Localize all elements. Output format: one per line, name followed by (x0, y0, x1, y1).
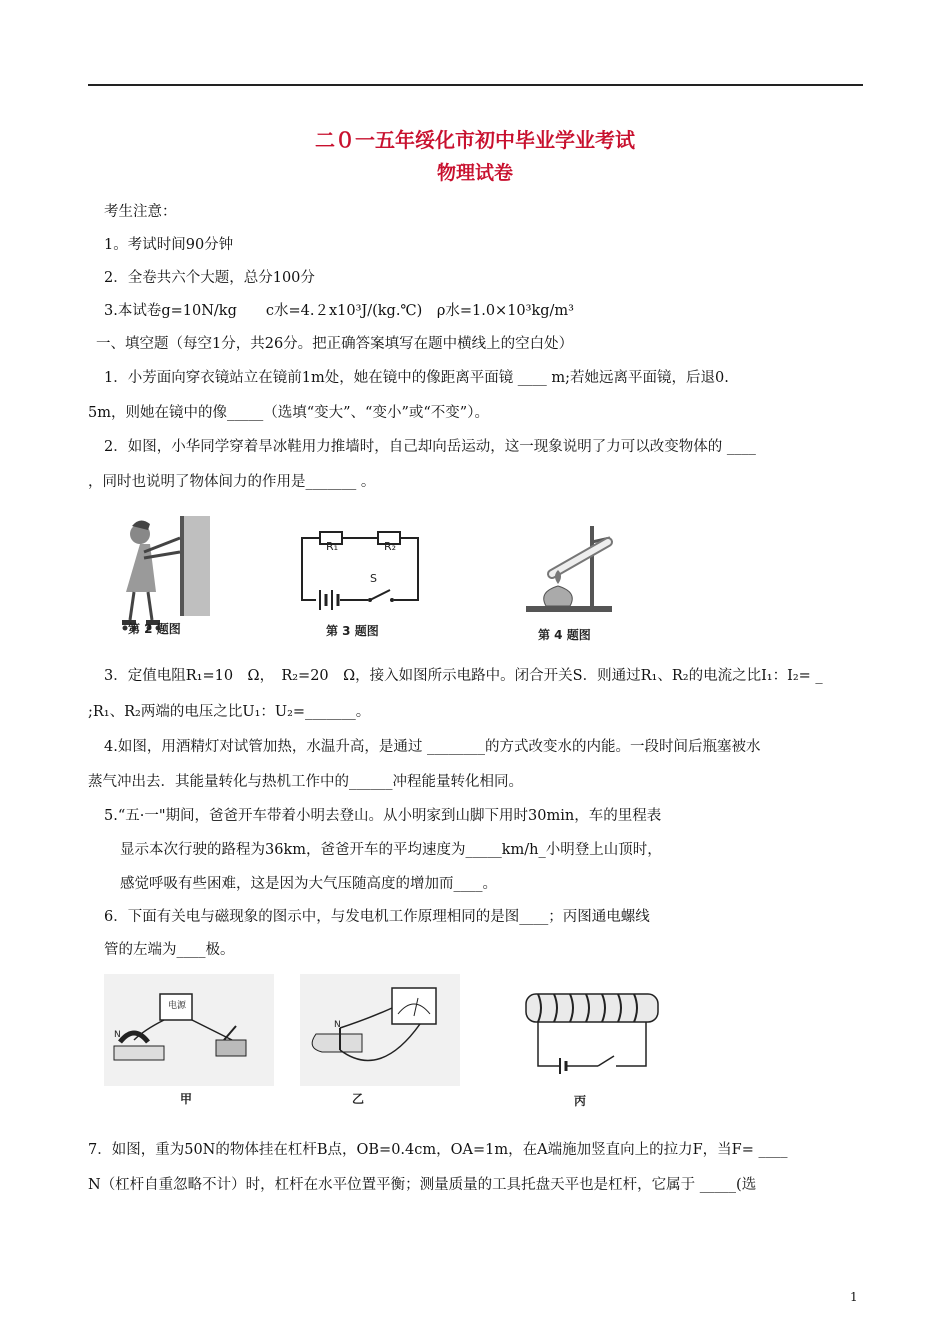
north-pole-label-2: N (334, 1020, 341, 1030)
power-label: 电源 (168, 1001, 187, 1011)
question-6-line-2: 管的左端为____极。 (104, 942, 235, 958)
question-5-line-3: 感觉呼吸有些困难，这是因为大气压随高度的增加而____。 (120, 876, 497, 892)
question-2-line-1: 2．如图，小华同学穿着旱冰鞋用力推墙时，自己却向岳运动，这一现象说明了力可以改变物体的 ____ (104, 439, 756, 455)
question-3-line-2: ;R₁、R₂两端的电压之比U₁：U₂=_______。 (88, 704, 371, 720)
figure-6-yi (300, 974, 460, 1106)
figure-6-jia-caption: 甲 (180, 1092, 193, 1106)
switch-label: S (370, 572, 377, 585)
figure-6-bing (518, 986, 668, 1108)
figure-2-girl-pushing-wall (110, 508, 220, 648)
figure-4-caption: 第 4 题图 (538, 628, 591, 642)
series-circuit-icon (296, 520, 426, 610)
header-rule (88, 84, 863, 86)
solenoid-icon (518, 986, 668, 1086)
question-6-line-1: 6．下面有关电与磁现象的图示中，与发电机工作原理相同的是图____；丙图通电螺线 (104, 909, 650, 925)
figure-4-test-tube-heating (522, 522, 632, 652)
alcohol-lamp-icon (522, 522, 632, 618)
question-4-line-1: 4.如图，用酒精灯对试管加热，水温升高，是通过 ________的方式改变水的内能。一段时间后瓶塞被水 (104, 739, 761, 755)
notice-item-1: 1。考试时间90分钟 (104, 237, 234, 253)
question-3-line-1: 3．定值电阻R₁=10 Ω， R₂=20 Ω，接入如图所示电路中。闭合开关S．则通过R₁、R₂的电流之比I₁：I₂= _ (104, 668, 823, 684)
page-number: 1 (850, 1290, 858, 1304)
motor-circuit-icon (104, 974, 274, 1086)
question-1-line-1: 1．小芳面向穿衣镜站立在镜前1m处，她在镜中的像距离平面镜 ____ m;若她远离平面镜，后退0. (104, 370, 729, 386)
north-pole-label-1: N (114, 1030, 121, 1040)
question-5-line-2: 显示本次行驶的路程为36km，爸爸开车的平均速度为_____km/h_小明登上山顶时， (120, 842, 662, 858)
galvanometer-circuit-icon (300, 974, 460, 1086)
question-2-line-2: ，同时也说明了物体间力的作用是_______ 。 (88, 474, 376, 490)
figure-2-caption: 第 2 题图 (128, 622, 181, 636)
notice-item-2: 2．全卷共六个大题，总分100分 (104, 270, 315, 286)
figure-6-jia (104, 974, 274, 1106)
question-7-line-1: 7．如图，重为50N的物体挂在杠杆B点，OB=0.4cm，OA=1m，在A端施加竖直向上的拉力F，当F= ____ (88, 1142, 788, 1158)
notice-item-3: 3.本试卷g=10N/kg c水=4.２x10³J/(kg.℃) ρ水=1.0×10³kg/m³ (104, 303, 574, 319)
exam-subtitle: 物理试卷 (436, 162, 513, 184)
question-4-line-2: 蒸气冲出去．其能量转化与热机工作中的______冲程能量转化相同。 (88, 774, 523, 790)
section-1-heading: 一、填空题（每空1分，共26分。把正确答案填写在题中横线上的空白处） (96, 336, 574, 352)
question-1-line-2: 5m，则她在镜中的像_____（选填“变大”、“变小”或“不变”）。 (88, 405, 489, 421)
r2-label: R₂ (384, 540, 397, 553)
r1-label: R₁ (326, 540, 339, 553)
question-7-line-2: N（杠杆自重忽略不计）时，杠杆在水平位置平衡；测量质量的工具托盘天平也是杠杆，它属于 _____(选 (88, 1177, 757, 1193)
figure-3-circuit (296, 520, 426, 650)
exam-title: 二０一五年绥化市初中毕业学业考试 (315, 128, 635, 152)
figure-6-yi-caption: 乙 (352, 1092, 365, 1106)
question-5-line-1: 5.“五·一"期间，爸爸开车带着小明去登山。从小明家到山脚下用时30min，车的里程表 (104, 808, 662, 824)
figure-3-caption: 第 3 题图 (326, 624, 379, 638)
notice-heading: 考生注意： (104, 204, 177, 220)
figure-6-bing-caption: 丙 (574, 1094, 587, 1108)
